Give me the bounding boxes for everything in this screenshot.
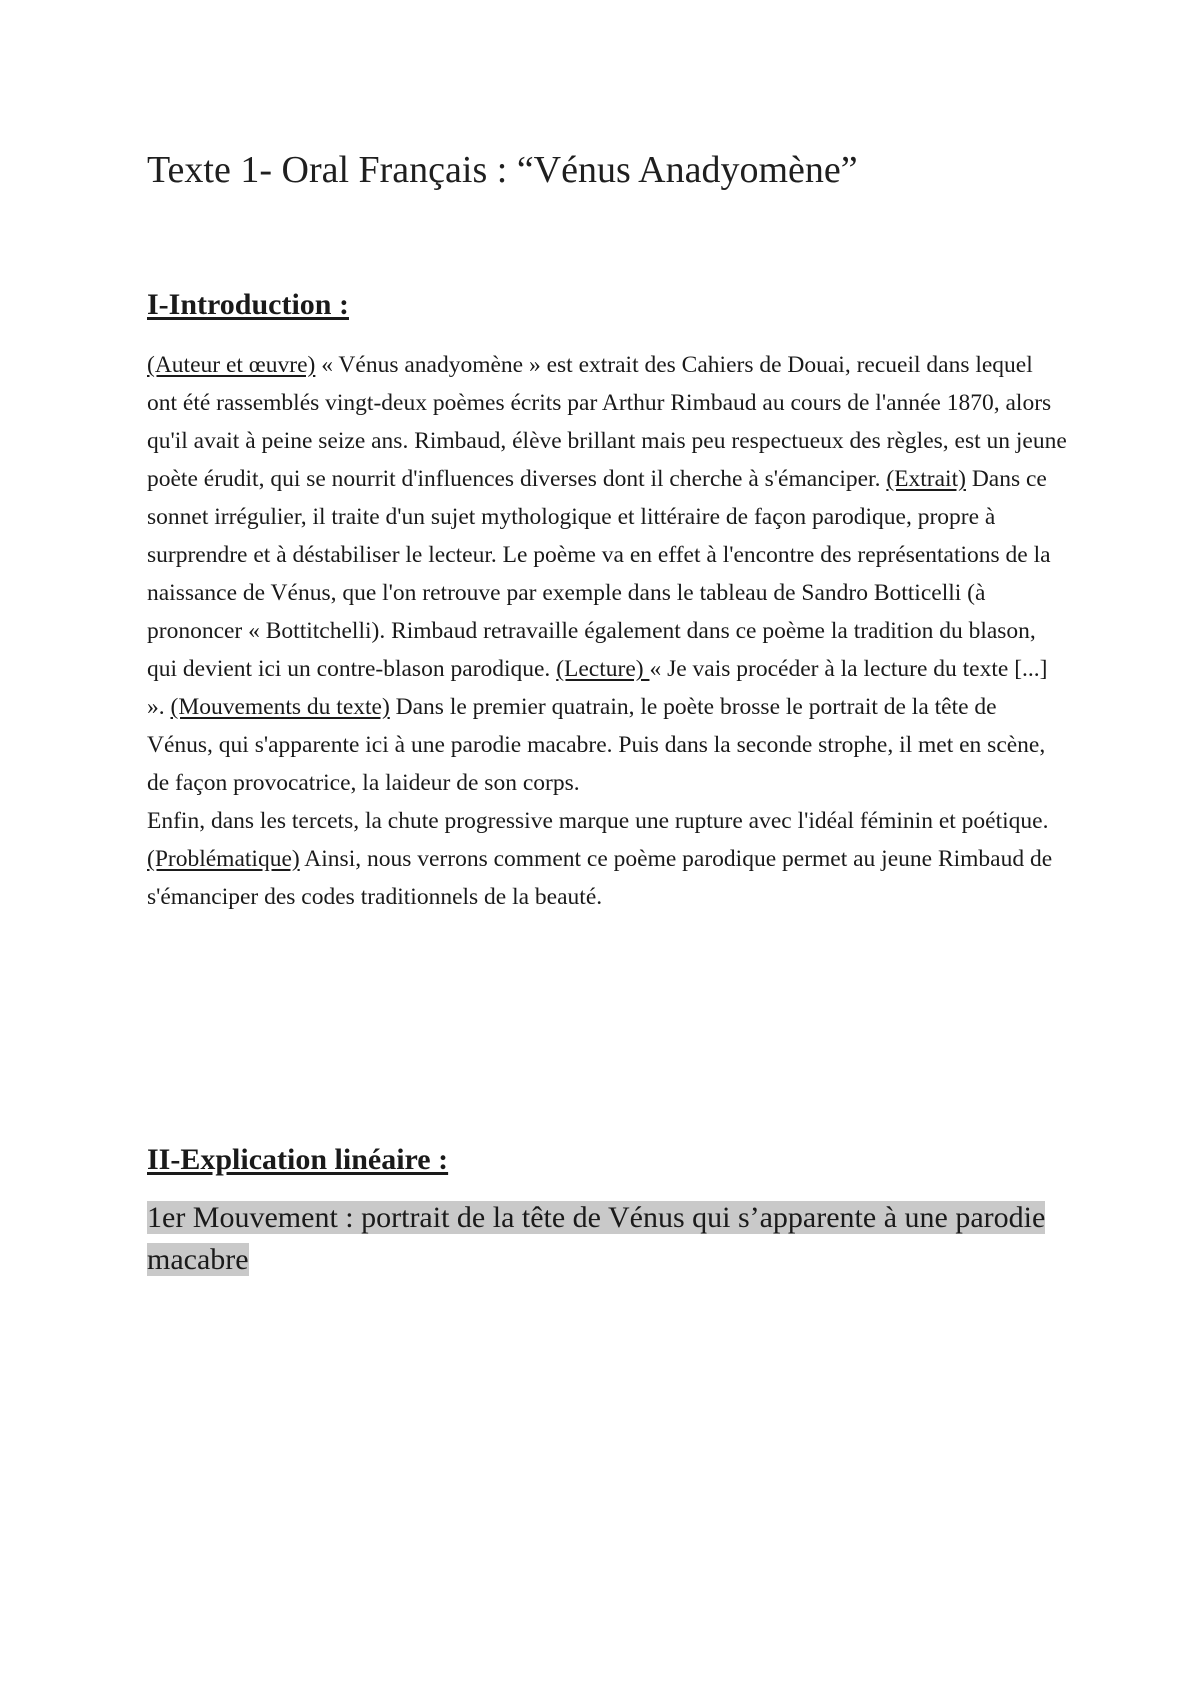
introduction-paragraph-2: Enfin, dans les tercets, la chute progressive marque une rupture avec l'idéal féminin et poétique. <box>147 808 1049 834</box>
tag-mouvements-du-texte: (Mouvements du texte) <box>170 694 390 720</box>
tag-lecture: (Lecture) <box>556 656 650 682</box>
tag-auteur-oeuvre: (Auteur et œuvre) <box>147 352 316 378</box>
intro-text-2: Dans ce sonnet irrégulier, il traite d'un sujet mythologique et littéraire de façon parodique, propre à surprendre et à déstabiliser le lecteur. Le poème va en effet à l'encontre des représentations de la naissance de Vénus, que l'on retrouve par exemple dans le tableau de Sandro Botticelli (à prononcer « Bottitchelli). Rimbaud retravaille également dans ce poème la tradition du blason, qui devient ici un contre-blason parodique. <box>147 466 1051 682</box>
intro-text-4: Dans le premier quatrain, le poète brosse le portrait de la tête de Vénus, qui s'apparente ici à une parodie macabre. Puis dans la seconde strophe, il met en scène, de façon provocatrice, la laideur de son corps. <box>147 694 1046 796</box>
movement-1-heading <box>147 1197 1057 1281</box>
introduction-paragraph-1 <box>147 346 1067 802</box>
document-title: Texte 1- Oral Français : “Vénus Anadyomène” <box>147 149 858 191</box>
tag-problematique: (Problématique) <box>147 846 300 872</box>
section-heading-introduction: I-Introduction : <box>147 288 349 321</box>
introduction-body <box>147 346 1067 916</box>
intro-text-1: « Vénus anadyomène » est extrait des Cahiers de Douai, recueil dans lequel ont été rassemblés vingt-deux poèmes écrits par Arthur Rimbaud au cours de l'année 1870, alors qu'il avait à peine seize ans. Rimbaud, élève brillant mais peu respectueux des règles, est un jeune poète érudit, qui se nourrit d'influences diverses dont il cherche à s'émanciper. <box>147 352 1067 492</box>
section-heading-explication: II-Explication linéaire : <box>147 1143 449 1176</box>
intro-text-3: « Je vais procéder à la lecture du texte [...] ». <box>147 656 1048 720</box>
introduction-paragraph-3 <box>147 840 1067 916</box>
tag-extrait: (Extrait) <box>886 466 966 492</box>
movement-1-highlight: 1er Mouvement : portrait de la tête de Vénus qui s’apparente à une parodie macabre <box>147 1201 1046 1276</box>
intro-text-6: Ainsi, nous verrons comment ce poème parodique permet au jeune Rimbaud de s'émanciper des codes traditionnels de la beauté. <box>147 846 1053 910</box>
